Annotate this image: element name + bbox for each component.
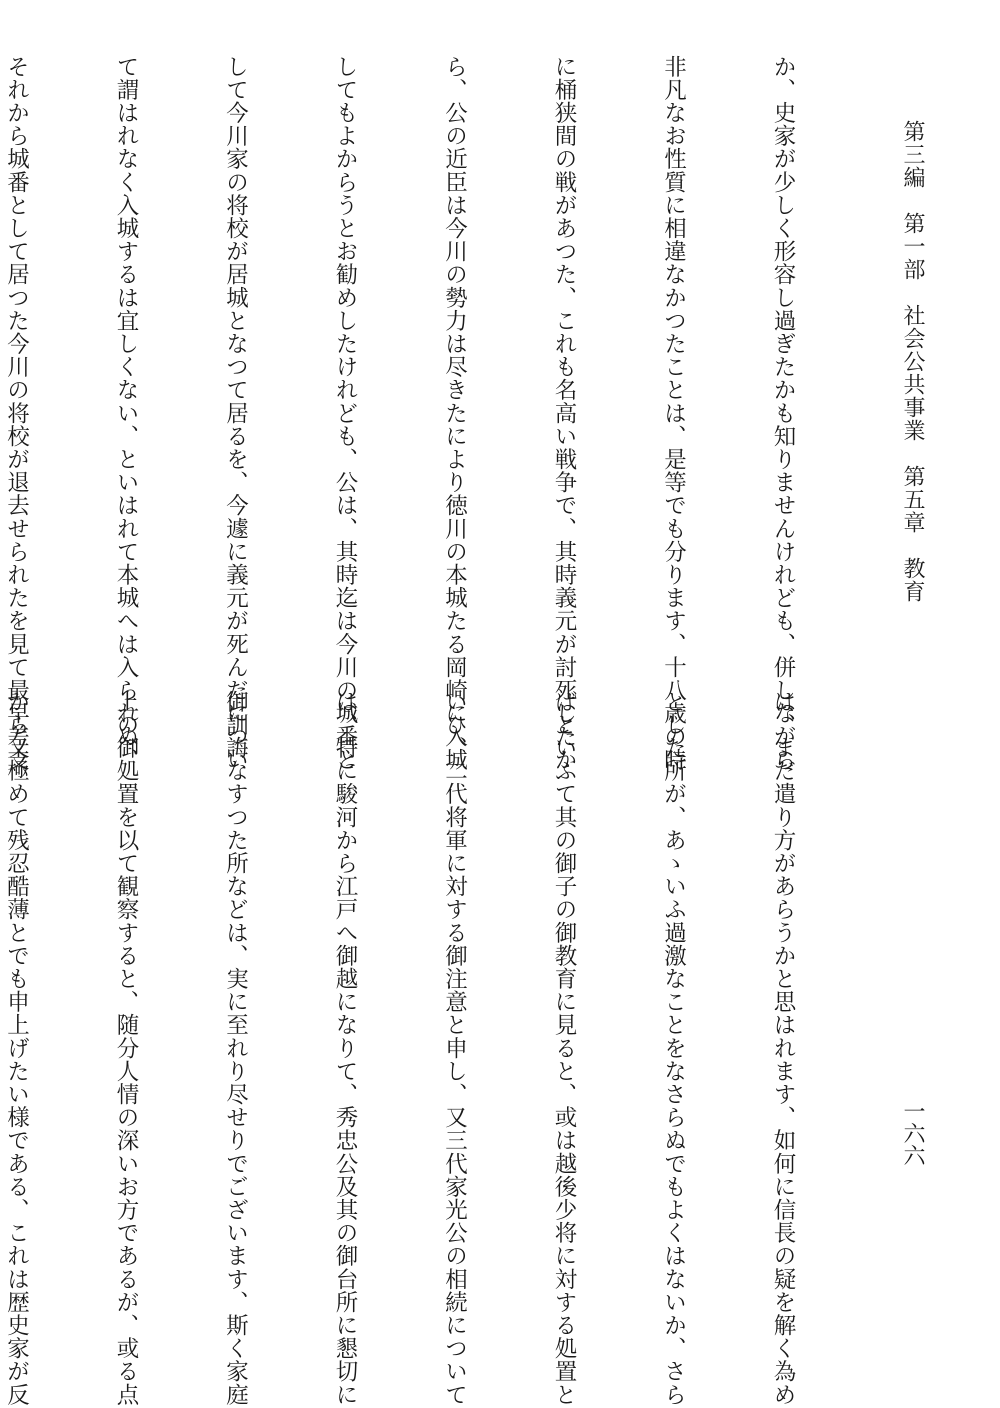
text-line: は、まだ遣り方があらうかと思はれます、如何に信長の疑を解く為め [770,690,796,1407]
text-line: から又極めて残忍酷薄とでも申上げたい様である、これは歴史家が反 [3,690,30,1407]
text-line: に桶狭間の戦があつた、これも名高い戦争で、其時義元が討死したか [551,55,577,772]
text-line: か、史家が少しく形容し過ぎたかも知りませんけれども、併しながら [770,55,796,772]
text-line: ら、公の近臣は今川の勢力は尽きたにより徳川の本城たる岡崎に入城 [441,55,468,772]
text-line: してもよからうとお勧めしたけれども、公は、其時迄は今川の城番と [332,55,358,772]
running-header: 第三編 第一部 社会公共事業 第五章 教育 [900,120,925,603]
text-line: して今川家の将校が居城となつて居るを、今遽に義元が死んだについ [222,55,249,772]
text-line: 御訓誨なすつた所などは、実に至れり尽せりでございます、斯く家庭 [222,690,249,1407]
text-line: は、特に駿河から江戸へ御越になりて、秀忠公及其の御台所に懇切に [332,690,358,1407]
text-line: 非凡なお性質に相違なかつたことは、是等でも分ります、十八歳の時 [660,55,687,772]
text-line: いひ、二代将軍に対する御注意と申し、又三代家光公の相続について [441,690,468,1407]
lower-text-block [3,690,874,1407]
text-line: とした所が、あゝいふ過激なことをなさらぬでもよくはないか、さら [660,690,687,1407]
page-number: 一六六 [900,1100,925,1166]
text-line: ばといふて其の御子の御教育に見ると、或は越後少将に対する処置と [551,690,577,1407]
upper-text-block [3,55,874,772]
text-line: それから城番として居つた今川の将校が退去せられたを見て最早差支 [3,55,30,772]
text-line: て謂はれなく入城するは宜しくない、といはれて本城へは入られぬ、 [113,55,139,772]
text-line: 上の御処置を以て観察すると、随分人情の深いお方であるが、或る点 [113,690,139,1407]
